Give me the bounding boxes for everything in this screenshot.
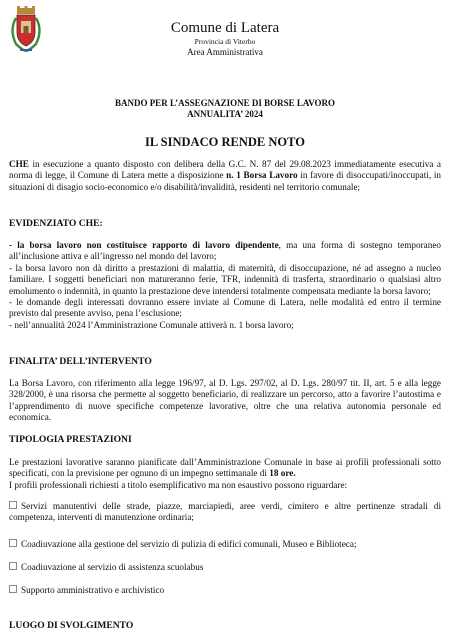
- profile-option-3: Coadiuvazione al servizio di assistenza scuolabus: [9, 562, 441, 573]
- tipologia-heading: TIPOLOGIA PRESTAZIONI: [9, 434, 132, 445]
- evidenziato-heading: EVIDENZIATO CHE:: [9, 218, 103, 229]
- evidenziato-item-1: - la borsa lavoro non costituisce rapporto di lavoro dipendente, ma una forma di sostegno temporaneo all’inclusione attiva e all’ingresso nel mondo del lavoro;: [9, 240, 441, 262]
- checkbox-icon: [9, 539, 17, 547]
- checkbox-icon: [9, 501, 17, 509]
- profile-option-2: Coadiuvazione alla gestione del servizio di pulizia di edifici comunali, Museo e Biblioteca;: [9, 539, 441, 550]
- tipologia-paragraph: [9, 457, 441, 491]
- area-name: Area Amministrativa: [187, 47, 263, 57]
- bando-title-line1: BANDO PER L’ASSEGNAZIONE DI BORSE LAVORO: [114, 98, 336, 108]
- tipologia-hours: 18 ore.: [269, 468, 296, 479]
- intro-paragraph: [9, 159, 441, 193]
- profile-option-1: Servizi manutentivi delle strade, piazze, marciapiedi, aree verdi, cimitero e altre pertinenze stradali di competenza, interventi di manutenzione ordinaria;: [9, 501, 441, 523]
- bando-title-line2: ANNUALITA’ 2024: [187, 109, 263, 119]
- intro-text-2: in favore di disoccupati/inoccupati, in situazioni di disagio socio-economico e/o disabilità/invalidità, residenti nel territorio comunale;: [9, 170, 442, 192]
- finalita-paragraph: La Borsa Lavoro, con riferimento alla legge 196/97, al D. Lgs. 297/02, al D. Lgs. 280/97 tit. II, art. 5 e alla legge 328/2000, è una risorsa che permette al soggetto beneficiario, di realizzare un percorso, atto a favorire l’autostima e l’apprendimento di nuove specifiche competenze lavorative, oltre che una relativa autonomia personale ed economica.: [9, 378, 441, 423]
- evidenziato-item-2: - la borsa lavoro non dà diritto a prestazioni di malattia, di maternità, di disoccupazione, né ad assegno a nucleo familiare. I soggetti beneficiari non matureranno ferie, TFR, indennità di trasferta, straordinario o qualsiasi altro emolumento o indennità, in quanto la prestazione deve intendersi totalmente compensata mediante la borsa lavoro;: [9, 262, 441, 296]
- tipologia-text-1: Le prestazioni lavorative saranno pianificate dall’Amministrazione Comunale in base ai profili professionali sotto specificati, con la previsione per ognuno di un impegno settimanale di: [9, 457, 441, 479]
- evidenziato-list: [9, 240, 441, 331]
- province-name: Provincia di Viterbo: [194, 37, 256, 46]
- evidenziato-item-4: - nell’annualità 2024 l’Amministrazione Comunale attiverà n. 1 borsa lavoro;: [9, 319, 294, 330]
- issuer-header: [150, 20, 300, 58]
- coat-of-arms-icon: [8, 6, 44, 54]
- luogo-heading: LUOGO DI SVOLGIMENTO: [9, 620, 134, 631]
- intro-bold: n. 1 Borsa Lavoro: [226, 170, 298, 181]
- comune-name: Comune di Latera: [170, 20, 280, 36]
- checkbox-icon: [9, 585, 17, 593]
- tipologia-text-2: I profili professionali richiesti a titolo esemplificativo ma non esaustivo possono riguardare:: [9, 479, 348, 490]
- intro-text-1: in esecuzione a quanto disposto con delibera della G.C. N. 87 del 29.08.2023 immediatamente esecutiva a norma di legge, il Comune di Latera mette a disposizione: [9, 159, 441, 181]
- bando-title: [60, 98, 390, 120]
- intro-che: CHE: [9, 159, 29, 169]
- checkbox-icon: [9, 562, 17, 570]
- rende-noto-heading: IL SINDACO RENDE NOTO: [145, 135, 305, 149]
- finalita-heading: FINALITA’ DELL’INTERVENTO: [9, 356, 152, 367]
- profile-option-4: Supporto amministrativo e archivistico: [9, 585, 441, 596]
- evidenziato-item-3: - le domande degli interessati dovranno essere inviate al Comune di Latera, nelle modalità ed entro il termine previsto dal presente avviso, pena l’esclusione;: [9, 297, 441, 319]
